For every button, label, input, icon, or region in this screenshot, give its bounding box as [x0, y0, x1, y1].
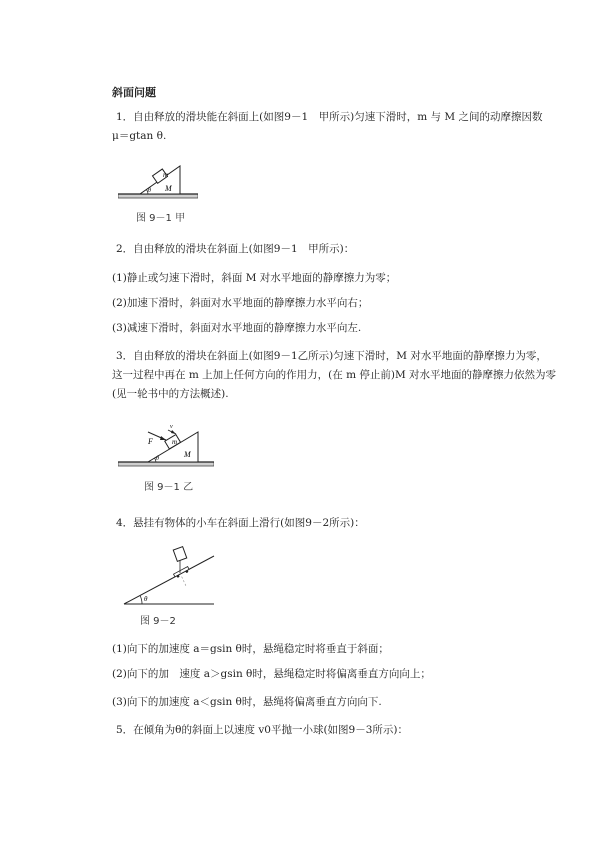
label-m: m	[163, 171, 169, 179]
ground	[118, 194, 198, 198]
label-theta: θ	[156, 456, 159, 462]
paragraph-2-item-2: (2)加速下滑时，斜面对水平地面的静摩擦力水平向右；	[112, 297, 369, 309]
label-v: v	[170, 424, 173, 430]
perpendicular-guide	[180, 573, 186, 586]
figure-9-1-b	[118, 418, 214, 470]
figure-9-2	[118, 540, 218, 606]
ground	[118, 462, 214, 466]
hanging-object	[173, 547, 187, 562]
paragraph-1-line-2: μ＝gtan θ.	[112, 130, 167, 142]
paragraph-4-item-2: (2)向下的加 速度 a＞gsin θ时，悬绳稳定时将偏离垂直方向向上；	[112, 668, 431, 680]
paragraph-3-line-1: 3．自由释放的滑块在斜面上(如图9－1乙所示)匀速下滑时，M 对水平地面的静摩擦力为零，	[116, 350, 547, 362]
label-M: M	[165, 184, 172, 193]
label-F: F	[148, 437, 153, 446]
paragraph-3-line-2: 这一过程中再在 m 上加上任何方向的作用力，(在 m 停止前)M 对水平地面的静摩擦力依然为零	[112, 369, 557, 381]
paragraph-4-item-1: (1)向下的加速度 a＝gsin θ时，悬绳稳定时将垂直于斜面；	[112, 643, 389, 655]
figure-9-2-caption: 图 9－2	[140, 616, 176, 627]
label-theta: θ	[148, 188, 151, 194]
figure-9-1-a	[118, 160, 198, 202]
paragraph-5-head: 5．在倾角为θ的斜面上以速度 v0平抛一小球(如图9－3所示)：	[116, 724, 409, 736]
paragraph-3-line-3: (见一轮书中的方法概述).	[112, 388, 229, 400]
figure-9-1-a-caption: 图 9－1 甲	[136, 213, 186, 224]
incline	[124, 556, 214, 604]
label-m: m	[172, 438, 178, 446]
page-title: 斜面问题	[112, 86, 156, 99]
paragraph-4-head: 4．悬挂有物体的小车在斜面上滑行(如图9－2所示)：	[116, 517, 365, 529]
paragraph-2-head: 2．自由释放的滑块在斜面上(如图9－1 甲所示)：	[116, 243, 355, 255]
figure-9-1-b-caption: 图 9－1 乙	[144, 482, 194, 493]
paragraph-2-item-3: (3)减速下滑时，斜面对水平地面的静摩擦力水平向左.	[112, 322, 362, 334]
paragraph-1-line-1: 1．自由释放的滑块能在斜面上(如图9－1 甲所示)匀速下滑时，m 与 M 之间的动摩擦因数	[116, 111, 543, 123]
paragraph-2-item-1: (1)静止或匀速下滑时，斜面 M 对水平地面的静摩擦力为零；	[112, 272, 397, 284]
label-M: M	[184, 450, 191, 459]
paragraph-4-item-3: (3)向下的加速度 a＜gsin θ时，悬绳将偏离垂直方向向下.	[112, 696, 382, 708]
label-theta: θ	[144, 595, 148, 603]
